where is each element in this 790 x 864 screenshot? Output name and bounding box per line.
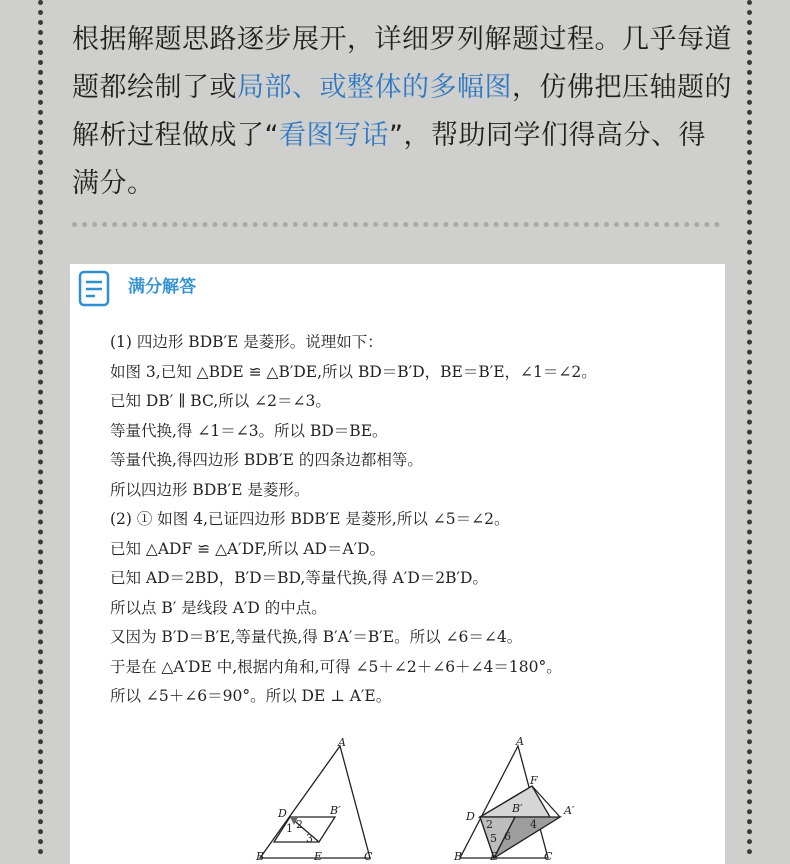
solution-line: (1) 四边形 BDB′E 是菱形。说理如下：	[110, 333, 383, 351]
solution-line: 如图 3,已知 △BDE ≌ △B′DE,所以 BD＝B′D，BE＝B′E，∠1＝∠2。	[110, 362, 597, 381]
solution-line: 等量代换,得 ∠1＝∠3。所以 BD＝BE。	[110, 421, 388, 440]
label-c: C	[364, 850, 373, 860]
intro-text-2: ，仿佛把压轴题的解析过程做成了“	[72, 72, 732, 151]
solution-card	[70, 264, 725, 864]
label-angle-2: 2	[486, 818, 493, 831]
solution-line: 又因为 B′D＝B′E,等量代换,得 B′A′＝B′E。所以 ∠6＝∠4。	[110, 628, 523, 646]
intro-text-3: ”，帮助同学们得高分、得满分。	[72, 120, 706, 199]
label-angle-6: 6	[504, 830, 511, 843]
label-d: D	[278, 807, 287, 820]
solution-line: 所以点 B′ 是线段 A′D 的中点。	[110, 598, 327, 617]
label-f: F	[530, 774, 538, 787]
label-aprime: A′	[564, 804, 575, 817]
dotted-divider	[72, 222, 720, 227]
label-angle-3: 3	[306, 832, 313, 845]
solution-line: 所以四边形 BDB′E 是菱形。	[110, 480, 310, 499]
label-bprime: B′	[330, 804, 341, 817]
label-b: B	[454, 850, 463, 860]
solution-line: 于是在 △A′DE 中,根据内角和,可得 ∠5＋∠2＋∠6＋∠4＝180°。	[110, 657, 562, 676]
label-a: A	[516, 736, 524, 748]
label-a: A	[338, 736, 346, 749]
solution-line: 已知 DB′ ∥ BC,所以 ∠2＝∠3。	[110, 392, 331, 410]
label-angle-2: 2	[296, 818, 303, 831]
card-title: 满分解答	[128, 277, 196, 297]
solution-line: 已知 △ADF ≌ △A′DF,所以 AD＝A′D。	[110, 539, 386, 558]
intro-highlight-picture-talk: 看图写话	[279, 120, 389, 151]
label-d: D	[466, 810, 475, 823]
solution-line: 已知 AD＝2BD，B′D＝BD,等量代换,得 A′D＝2B′D。	[110, 569, 488, 587]
solution-line: 所以 ∠5＋∠6＝90°。所以 DE ⊥ A′E。	[110, 687, 392, 705]
label-angle-4: 4	[530, 818, 537, 831]
intro-highlight-figures: 局部、或整体的多幅图	[237, 72, 512, 103]
intro-paragraph	[72, 16, 732, 208]
label-e: E	[314, 850, 323, 860]
label-bprime: B′	[512, 802, 523, 815]
figure-3	[250, 736, 390, 860]
label-angle-5: 5	[490, 832, 497, 845]
solution-text	[110, 328, 710, 712]
notepad-icon	[78, 270, 112, 308]
label-c: C	[544, 850, 553, 860]
label-b: B	[256, 850, 265, 860]
triangle-abc	[260, 746, 370, 858]
label-angle-1: 1	[286, 822, 293, 835]
label-e: E	[490, 850, 499, 860]
solution-line: (2) ① 如图 4,已证四边形 BDB′E 是菱形,所以 ∠5＝∠2。	[110, 510, 510, 528]
solution-line: 等量代换,得四边形 BDB′E 的四条边都相等。	[110, 451, 423, 469]
figure-4	[450, 736, 600, 860]
intro-text-1: 根据解题思路逐步展开，详细罗列解题过程。几乎每道题都绘制了或	[72, 24, 732, 103]
